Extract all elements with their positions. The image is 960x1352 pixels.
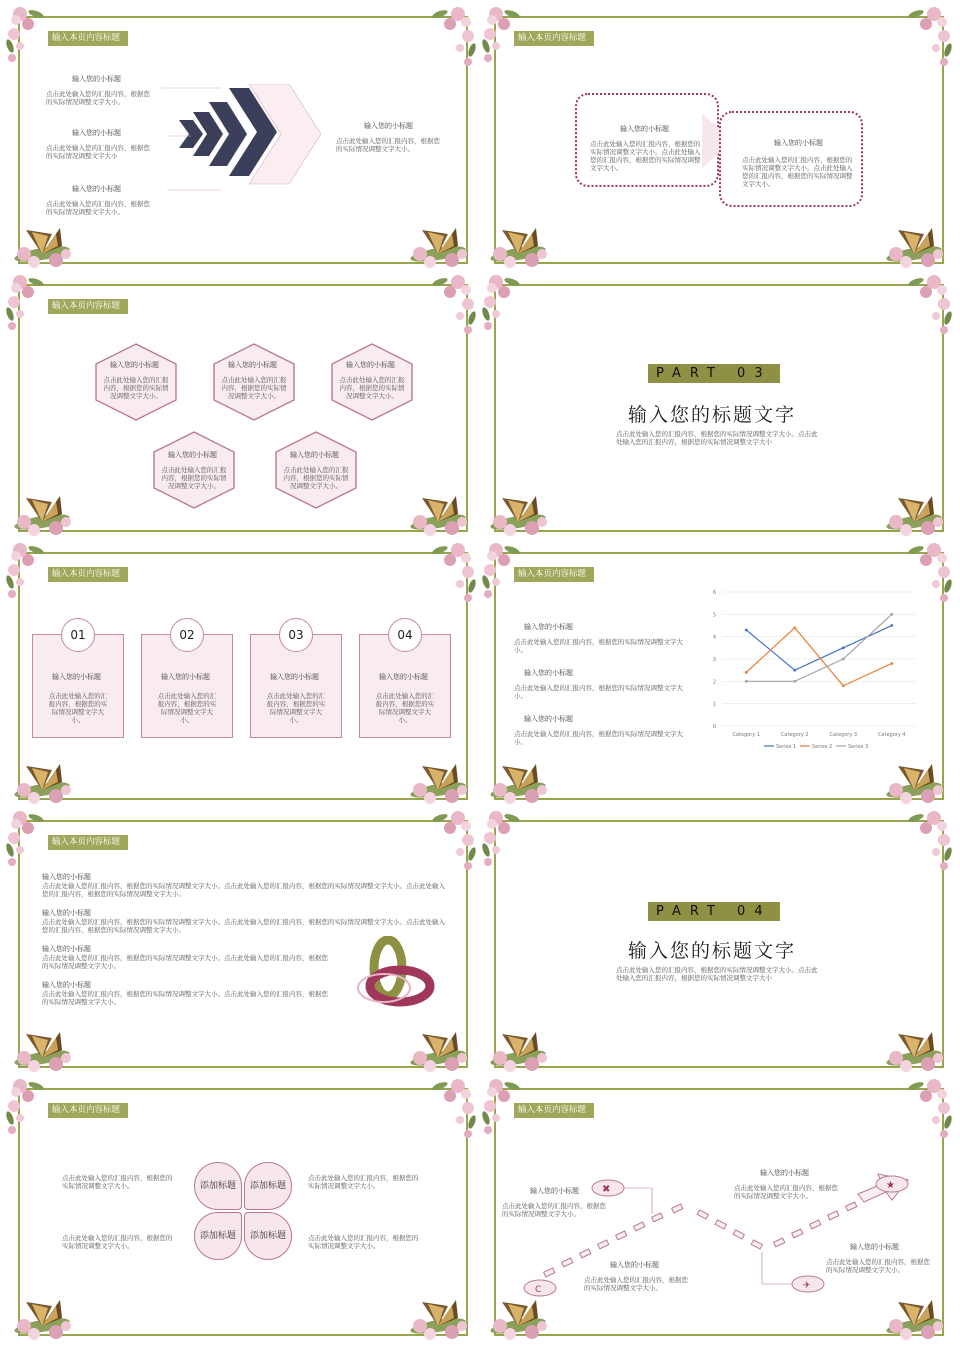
body-text: 点击此处输入您的汇报内容，根据您的实际情况调整文字大小。 [46, 200, 150, 216]
butterfly-icon [488, 1296, 552, 1342]
y-tick-label: 0 [712, 724, 716, 730]
subtitle: 输入您的小标题 [346, 361, 395, 369]
petal-title: 添加标题 [194, 1162, 242, 1210]
line-chart [702, 586, 926, 754]
slide-10 [482, 1078, 954, 1342]
body-text: 点击此处输入您的汇报内容，根据您的实际情况调整文字大小。 [339, 376, 405, 400]
body-text: 点击此处输入您的汇报内容，根据您的实际情况调整文字大小。 [221, 376, 287, 400]
slide-title-bar: 输入本页内容标题 [514, 1103, 594, 1118]
flower-corner-icon [6, 274, 52, 334]
data-point [793, 680, 796, 683]
body-text: 点击此处输入您的汇报内容，根据您的实际情况调整文字大小。点击此处输入您的汇报内容，根据您的实际情况调整文字大小 [616, 966, 818, 982]
petal-title: 添加标题 [244, 1162, 292, 1210]
body-text: 点击此处输入您的汇报内容，根据您的实际情况调整文字大小。 [157, 692, 217, 724]
body-text: 点击此处输入您的汇报内容，根据您的实际情况调整文字大小。 [283, 466, 349, 490]
subtitle: 输入您的小标题 [530, 1187, 579, 1195]
section-title: 输入您的标题文字 [628, 940, 797, 962]
legend-label: Series 2 [812, 744, 833, 750]
card-number: 03 [279, 618, 313, 652]
data-point [842, 646, 845, 649]
body-text: 点击此处输入您的汇报内容，根据您的实际情况调整文字大小。 [584, 1276, 688, 1292]
x-tick-label: Category 4 [877, 732, 906, 738]
petal-title: 添加标题 [244, 1212, 292, 1260]
y-tick-label: 5 [712, 612, 716, 619]
flower-corner-icon [432, 274, 478, 334]
butterfly-icon [408, 1028, 472, 1074]
slide-6 [482, 542, 954, 806]
y-tick-label: 2 [712, 679, 716, 686]
card-number: 04 [388, 618, 422, 652]
body-text: 点击此处输入您的汇报内容，根据您的实际情况调整文字大小。 [48, 692, 108, 724]
data-point [890, 624, 893, 627]
subtitle: 输入您的小标题 [52, 673, 101, 681]
flower-corner-icon [908, 6, 954, 66]
subtitle: 输入您的小标题 [72, 75, 121, 83]
subtitle: 输入您的小标题 [379, 673, 428, 681]
x-tick-label: Category 1 [732, 732, 761, 738]
butterfly-icon [884, 760, 948, 806]
body-text: 点击此处输入您的汇报内容，根据您的实际情况调整文字大小。 [62, 1174, 173, 1190]
flower-corner-icon [432, 1078, 478, 1138]
svg-text:✖: ✖ [602, 1184, 611, 1195]
subtitle: 输入您的小标题 [524, 623, 573, 631]
body-text: 点击此处输入您的汇报内容，根据您的实际情况调整文字大小。点击此处输入您的汇报内容，根据您的实际情况调整文字大小。 [590, 140, 701, 172]
slide-3 [6, 274, 478, 538]
subtitle: 输入您的小标题 [42, 873, 91, 881]
butterfly-icon [12, 1296, 76, 1342]
body-text: 点击此处输入您的汇报内容，根据您的实际情况调整文字大小。点击此处输入您的汇报内容，根据您的实际情况调整文字大小。 [42, 990, 328, 1006]
body-text: 点击此处输入您的汇报内容，根据您的实际情况调整文字大小。点击此处输入您的汇报内容，根据您的实际情况调整文字大小。 [742, 156, 853, 188]
slide-7 [6, 810, 478, 1074]
flower-corner-icon [6, 6, 52, 66]
body-text: 点击此处输入您的汇报内容，根据您的实际情况调整文字大小。 [308, 1174, 419, 1190]
data-point [842, 684, 845, 687]
slide-title-bar: 输入本页内容标题 [48, 835, 128, 850]
slide-1 [6, 6, 478, 270]
flower-corner-icon [482, 810, 528, 870]
slide-title-bar: 输入本页内容标题 [48, 299, 128, 314]
body-text: 点击此处输入您的汇报内容，根据您的实际情况调整文字大小。点击此处输入您的汇报内容，根据您的实际情况调整文字大小。 [42, 954, 328, 970]
flower-corner-icon [432, 542, 478, 602]
body-text: 点击此处输入您的汇报内容，根据您的实际情况调整文字大小。 [826, 1258, 930, 1274]
subtitle: 输入您的小标题 [228, 361, 277, 369]
slide-2 [482, 6, 954, 270]
butterfly-icon [408, 760, 472, 806]
body-text: 点击此处输入您的汇报内容，根据您的实际情况调整文字大小。点击此处输入您的汇报内容，根据您的实际情况调整文字大小。点击此处输入您的汇报内容，根据您的实际情况调整文字大小。 [42, 882, 445, 898]
svg-text:✈: ✈ [803, 1281, 811, 1291]
butterfly-icon [12, 760, 76, 806]
subtitle: 输入您的小标题 [42, 909, 91, 917]
flower-corner-icon [432, 810, 478, 870]
body-text: 点击此处输入您的汇报内容，根据您的实际情况调整文字大小。 [514, 730, 683, 746]
subtitle: 输入您的小标题 [760, 1169, 809, 1177]
subtitle: 输入您的小标题 [42, 981, 91, 989]
y-tick-label: 1 [712, 701, 716, 708]
body-text: 点击此处输入您的汇报内容，根据您的实际情况调整文字大小。点击此处输入您的汇报内容，根据您的实际情况调整文字大小。点击此处输入您的汇报内容，根据您的实际情况调整文字大小。 [42, 918, 445, 934]
subtitle: 输入您的小标题 [620, 125, 669, 133]
flower-corner-icon [908, 810, 954, 870]
flower-corner-icon [6, 542, 52, 602]
card-number: 01 [61, 618, 95, 652]
body-text: 点击此处输入您的汇报内容，根据您的实际情况调整文字大小。 [734, 1184, 838, 1200]
butterfly-icon [12, 492, 76, 538]
subtitle: 输入您的小标题 [72, 129, 121, 137]
body-text: 点击此处输入您的汇报内容，根据您的实际情况调整文字大小。 [375, 692, 435, 724]
flower-corner-icon [482, 274, 528, 334]
series-line [746, 626, 892, 671]
cycle-arrows-diagram [354, 936, 438, 1012]
flower-corner-icon [908, 1078, 954, 1138]
slide-8 [482, 810, 954, 1074]
slide-title-bar: 输入本页内容标题 [514, 567, 594, 582]
legend-label: Series 3 [848, 744, 869, 750]
butterfly-icon [488, 760, 552, 806]
butterfly-icon [408, 1296, 472, 1342]
slide-title-bar: 输入本页内容标题 [48, 31, 128, 46]
body-text: 点击此处输入您的汇报内容，根据您的实际情况调整文字大小。 [62, 1234, 173, 1250]
subtitle: 输入您的小标题 [524, 715, 573, 723]
body-text: 点击此处输入您的汇报内容，根据您的实际情况调整文字大小。 [514, 684, 683, 700]
body-text: 点击此处输入您的汇报内容，根据您的实际情况调整文字大小。 [266, 692, 326, 724]
butterfly-icon [488, 224, 552, 270]
body-text: 点击此处输入您的汇报内容，根据您的实际情况调整文字大小。 [308, 1234, 419, 1250]
flower-corner-icon [6, 1078, 52, 1138]
body-text: 点击此处输入您的汇报内容，根据您的实际情况调整文字大小。 [46, 90, 150, 106]
butterfly-icon [12, 1028, 76, 1074]
subtitle: 输入您的小标题 [774, 139, 823, 147]
subtitle: 输入您的小标题 [161, 673, 210, 681]
data-point [793, 626, 796, 629]
slide-9 [6, 1078, 478, 1342]
body-text: 点击此处输入您的汇报内容，根据您的实际情况调整文字大小。 [161, 466, 227, 490]
x-tick-label: Category 2 [780, 732, 809, 738]
x-tick-label: Category 3 [829, 732, 858, 738]
body-text: 点击此处输入您的汇报内容，根据您的实际情况调整文字大小 [46, 144, 150, 160]
section-title: 输入您的标题文字 [628, 404, 797, 426]
data-point [842, 658, 845, 661]
butterfly-icon [488, 492, 552, 538]
part-label: PART 04 [648, 902, 780, 921]
slide-4 [482, 274, 954, 538]
legend-label: Series 1 [776, 744, 797, 750]
butterfly-icon [408, 492, 472, 538]
data-point [745, 680, 748, 683]
flower-corner-icon [6, 810, 52, 870]
subtitle: 输入您的小标题 [270, 673, 319, 681]
body-text: 点击此处输入您的汇报内容，根据您的实际情况调整文字大小。 [103, 376, 169, 400]
slide-title-bar: 输入本页内容标题 [48, 1103, 128, 1118]
subtitle: 输入您的小标题 [850, 1243, 899, 1251]
subtitle: 输入您的小标题 [110, 361, 159, 369]
subtitle: 输入您的小标题 [42, 945, 91, 953]
y-tick-label: 6 [712, 590, 716, 596]
data-point [890, 613, 893, 616]
body-text: 点击此处输入您的汇报内容，根据您的实际情况调整文字大小。 [502, 1202, 606, 1218]
data-point [793, 669, 796, 672]
zigzag-path-diagram [522, 1170, 912, 1300]
butterfly-icon [884, 492, 948, 538]
butterfly-icon [884, 224, 948, 270]
butterfly-icon [884, 1028, 948, 1074]
subtitle: 输入您的小标题 [168, 451, 217, 459]
svg-text:C: C [535, 1285, 542, 1295]
chevron-arrows-diagram [161, 84, 321, 209]
flower-corner-icon [908, 274, 954, 334]
slide-frame [18, 1088, 468, 1336]
data-point [745, 671, 748, 674]
body-text: 点击此处输入您的汇报内容，根据您的实际情况调整文字大小。 [514, 638, 683, 654]
petal-title: 添加标题 [194, 1212, 242, 1260]
butterfly-icon [884, 1296, 948, 1342]
body-text: 点击此处输入您的汇报内容，根据您的实际情况调整文字大小。点击此处输入您的汇报内容，根据您的实际情况调整文字大小 [616, 430, 818, 446]
subtitle: 输入您的小标题 [364, 122, 413, 130]
data-point [890, 662, 893, 665]
butterfly-icon [488, 1028, 552, 1074]
svg-text:★: ★ [886, 1180, 895, 1191]
butterfly-icon [12, 224, 76, 270]
butterfly-icon [408, 224, 472, 270]
subtitle: 输入您的小标题 [72, 185, 121, 193]
subtitle: 输入您的小标题 [524, 669, 573, 677]
subtitle: 输入您的小标题 [610, 1261, 659, 1269]
slide-5 [6, 542, 478, 806]
slide-title-bar: 输入本页内容标题 [48, 567, 128, 582]
body-text: 点击此处输入您的汇报内容，根据您的实际情况调整文字大小。 [336, 137, 440, 153]
flower-corner-icon [432, 6, 478, 66]
subtitle: 输入您的小标题 [290, 451, 339, 459]
data-point [745, 629, 748, 632]
card-number: 02 [170, 618, 204, 652]
y-tick-label: 3 [712, 657, 716, 663]
slide-title-bar: 输入本页内容标题 [514, 31, 594, 46]
y-tick-label: 4 [712, 634, 716, 641]
part-label: PART 03 [648, 364, 780, 383]
